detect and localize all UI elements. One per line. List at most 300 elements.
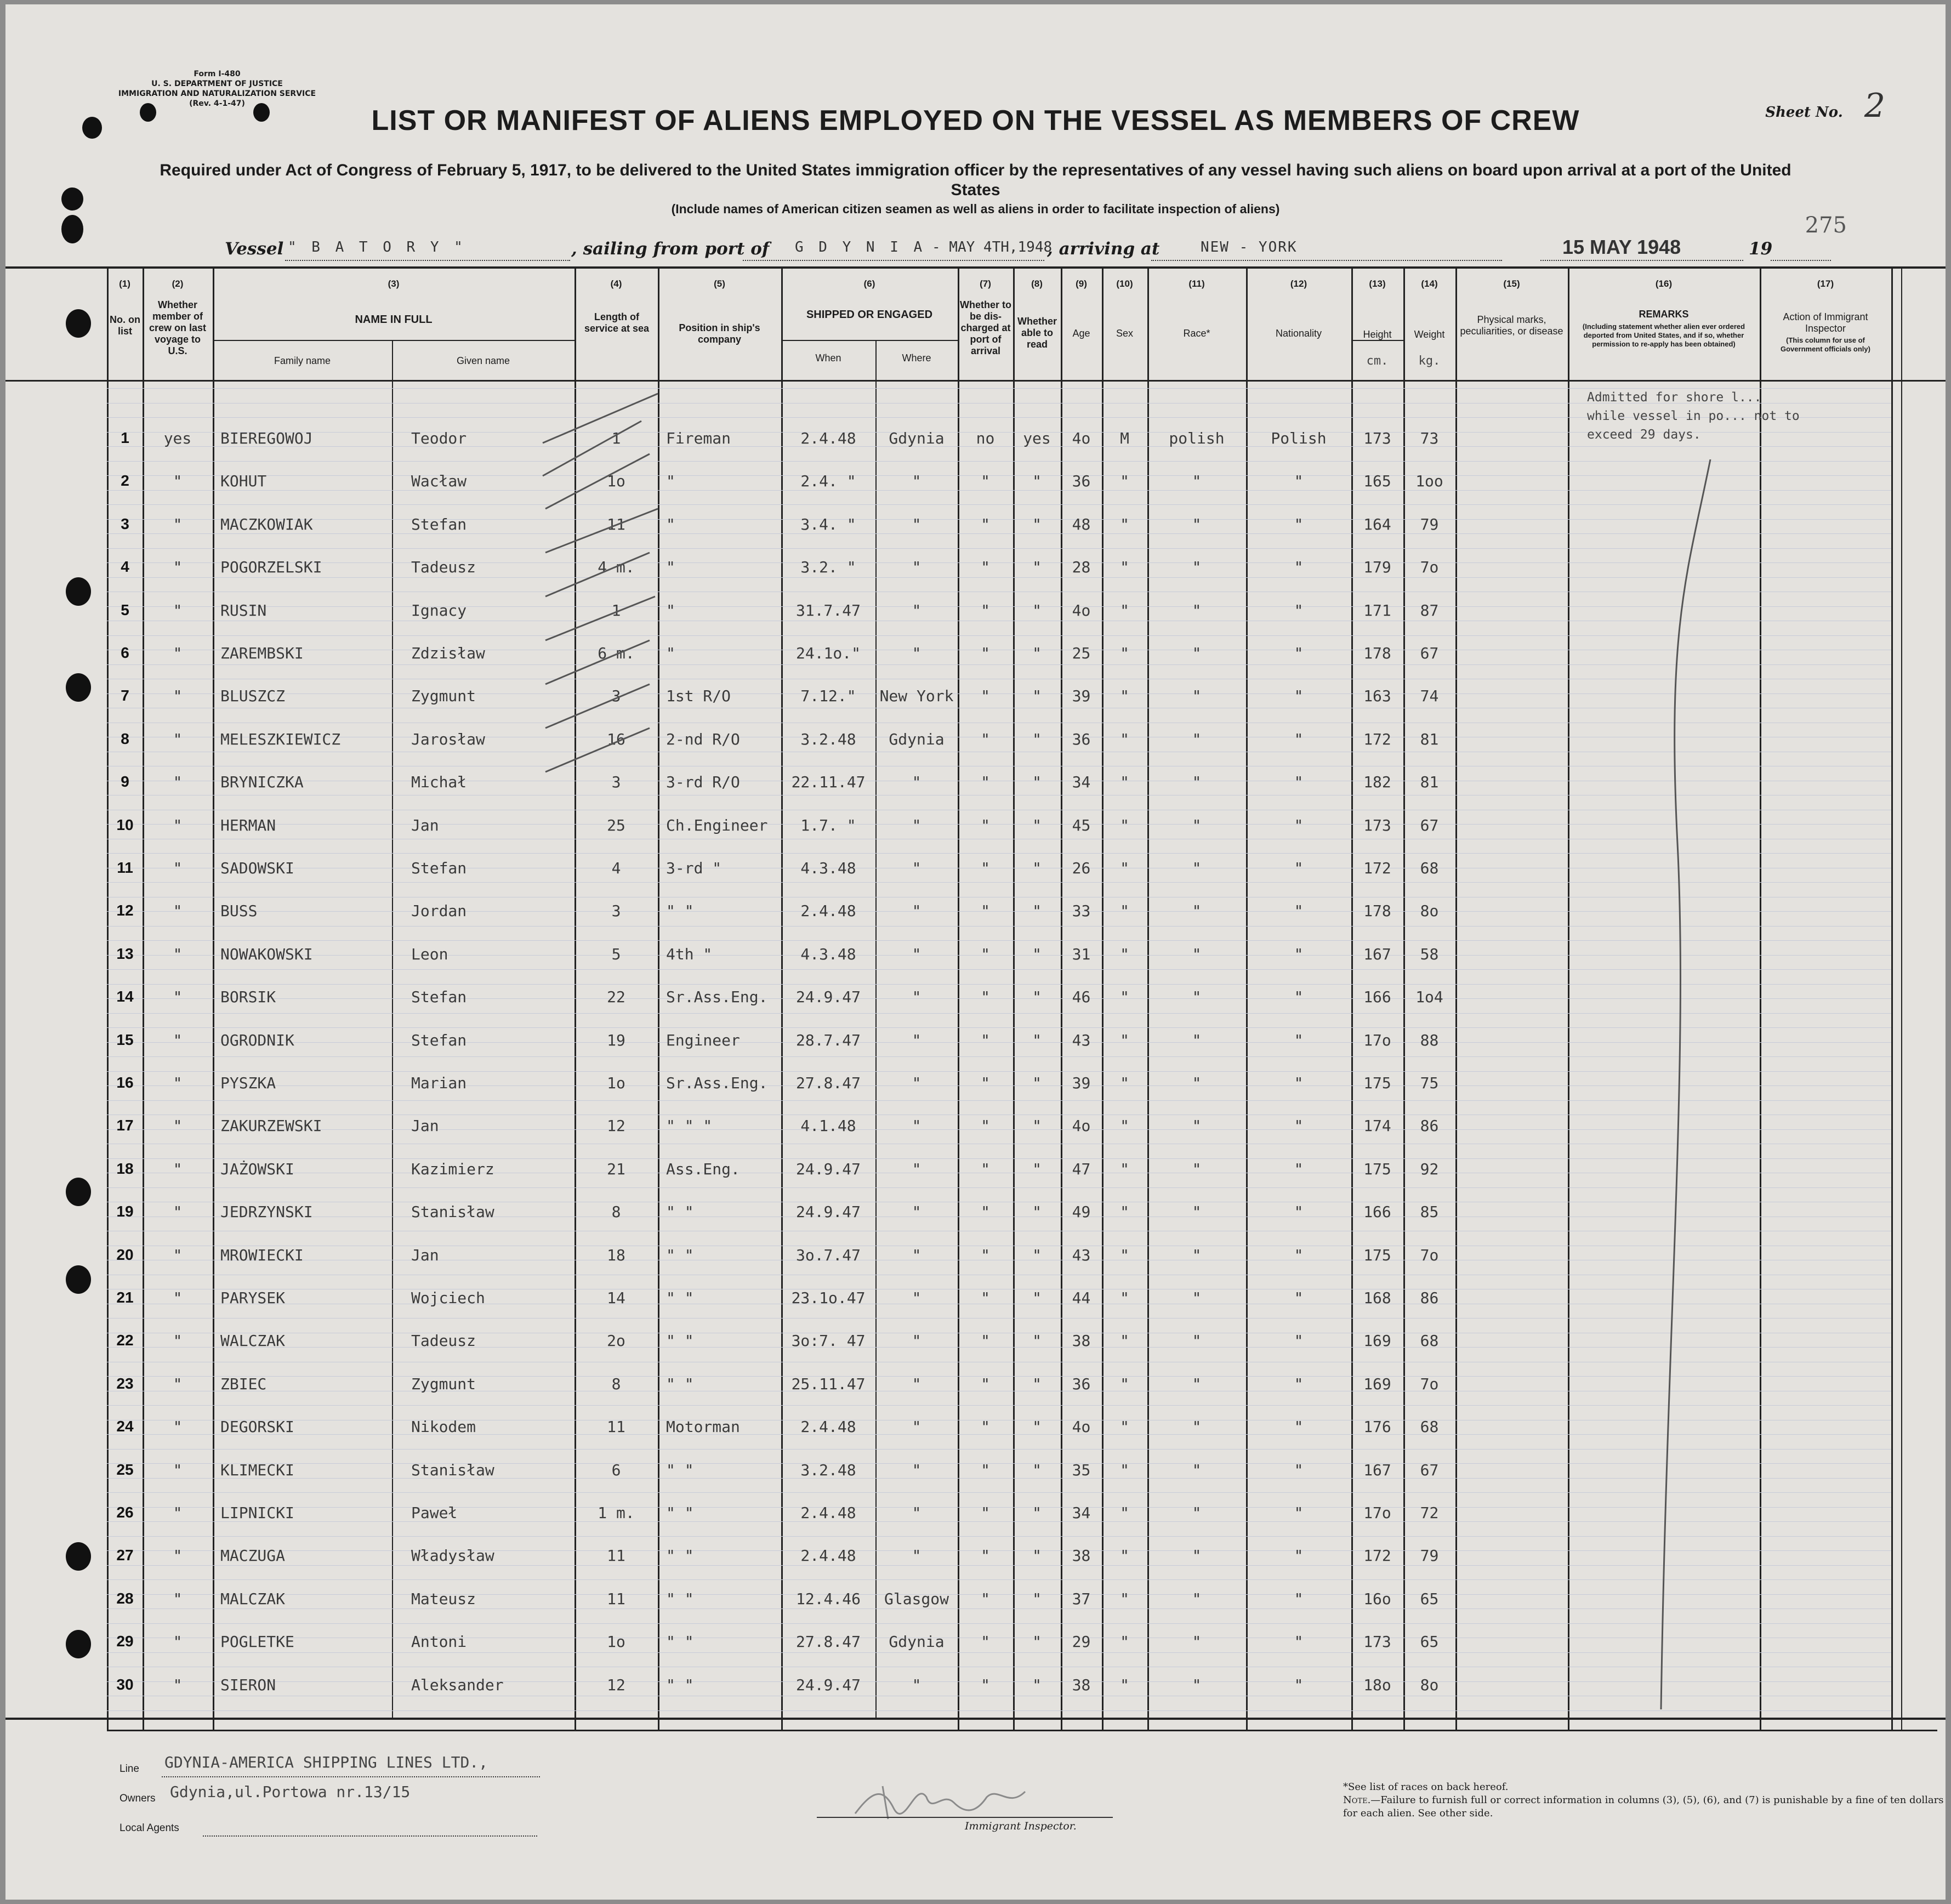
family-name-cell: MACZKOWIAK — [220, 515, 313, 533]
height-cell: 172 — [1363, 1547, 1391, 1565]
weight-cell: 65 — [1420, 1633, 1439, 1651]
row-number: 29 — [116, 1633, 134, 1650]
ruled-line — [107, 984, 1891, 985]
shipped-when-cell: 31.7.47 — [795, 601, 861, 619]
race-cell: " — [1192, 1289, 1202, 1307]
weight-cell: 74 — [1420, 687, 1439, 705]
height-cell: 172 — [1363, 730, 1391, 748]
discharged-cell: " — [981, 1590, 990, 1608]
length-of-service-cell: 1 — [611, 601, 621, 619]
sex-cell: " — [1120, 1074, 1129, 1092]
line-value: GDYNIA-AMERICA SHIPPING LINES LTD., — [164, 1753, 488, 1771]
member-last-voyage-cell: " — [173, 1246, 183, 1264]
ruled-line — [107, 1013, 1891, 1014]
weight-cell: 68 — [1420, 1418, 1439, 1436]
shipped-when-cell: 28.7.47 — [795, 1031, 861, 1049]
sex-cell: " — [1120, 1203, 1129, 1221]
position-cell: " " " — [666, 1117, 713, 1135]
sex-cell: " — [1120, 1590, 1129, 1608]
weight-cell: 58 — [1420, 945, 1439, 963]
able-to-read-cell: " — [1032, 644, 1042, 662]
shipped-where-cell: " — [912, 1375, 922, 1393]
age-cell: 36 — [1072, 1375, 1091, 1393]
length-of-service-cell: 3 — [611, 773, 621, 791]
given-name-cell: Stefan — [411, 515, 467, 533]
age-cell: 4o — [1072, 429, 1091, 447]
age-cell: 25 — [1072, 644, 1091, 662]
family-name-cell: NOWAKOWSKI — [220, 945, 313, 963]
discharged-cell: " — [981, 558, 990, 576]
height-cell: 179 — [1363, 558, 1391, 576]
ruled-line — [107, 940, 1891, 941]
height-cell: 167 — [1363, 1461, 1391, 1479]
binder-hole — [66, 1542, 91, 1571]
shipped-where-cell: " — [912, 644, 922, 662]
member-last-voyage-cell: " — [173, 1117, 183, 1135]
family-name-cell: RUSIN — [220, 601, 267, 619]
ruled-line — [107, 1623, 1891, 1624]
owners-value: Gdynia,ul.Portowa nr.13/15 — [170, 1783, 411, 1801]
length-of-service-cell: 3 — [611, 902, 621, 920]
shipped-where-cell: " — [912, 1160, 922, 1178]
shipped-where-cell: " — [912, 1418, 922, 1436]
position-cell: 3-rd R/O — [666, 773, 740, 791]
header-where: Where — [902, 353, 931, 363]
shipped-when-cell: 3o.7.47 — [795, 1246, 861, 1264]
line-label: Line — [120, 1763, 139, 1775]
sex-cell: " — [1120, 601, 1129, 619]
binder-hole — [61, 215, 83, 243]
sex-cell: " — [1120, 558, 1129, 576]
shipped-when-cell: 24.9.47 — [795, 1160, 861, 1178]
age-cell: 47 — [1072, 1160, 1091, 1178]
row-number: 16 — [116, 1074, 134, 1091]
footer-notes: *See list of races on back hereof. Note.—Failure to furnish full or correct information in columns (3), (5), (6), and (7) is punishable by a fine of ten dollars for each alien. See other side. — [1343, 1781, 1944, 1819]
length-of-service-cell: 11 — [607, 1590, 625, 1608]
nationality-cell: " — [1294, 1590, 1304, 1608]
given-name-cell: Stefan — [411, 1031, 467, 1049]
length-of-service-cell: 1o — [607, 472, 625, 490]
family-name-cell: BRYNICZKA — [220, 773, 304, 791]
discharged-cell: " — [981, 1074, 990, 1092]
member-last-voyage-cell: " — [173, 1074, 183, 1092]
sex-cell: " — [1120, 1289, 1129, 1307]
row-number: 28 — [116, 1590, 134, 1607]
race-cell: " — [1192, 687, 1202, 705]
position-cell: " " — [666, 1504, 694, 1522]
age-cell: 39 — [1072, 1074, 1091, 1092]
member-last-voyage-cell: " — [173, 1289, 183, 1307]
family-name-cell: MELESZKIEWICZ — [220, 730, 341, 748]
shipped-when-cell: 27.8.47 — [795, 1074, 861, 1092]
header-able-to-read: Whether able to read — [1017, 316, 1057, 350]
able-to-read-cell: " — [1032, 1203, 1042, 1221]
position-cell: " " — [666, 1375, 694, 1393]
given-name-cell: Paweł — [411, 1504, 458, 1522]
ruled-line — [107, 635, 1891, 636]
sailing-date: - MAY 4TH,1948 — [932, 239, 1053, 255]
given-name-cell: Stefan — [411, 859, 467, 877]
discharged-cell: " — [981, 816, 990, 834]
family-name-cell: BIEREGOWOJ — [220, 429, 313, 447]
height-cell: 16o — [1363, 1590, 1391, 1608]
discharged-cell: " — [981, 859, 990, 877]
length-of-service-cell: 11 — [607, 515, 625, 533]
given-name-cell: Jordan — [411, 902, 467, 920]
race-cell: " — [1192, 558, 1202, 576]
race-cell: " — [1192, 644, 1202, 662]
given-name-cell: Stanisław — [411, 1203, 494, 1221]
row-number: 26 — [116, 1504, 134, 1521]
subtitle: Required under Act of Congress of February 5, 1917, to be delivered to the United States immigration officer by the representatives of any vessel having such aliens on board upon arrival at a port of the United States — [160, 161, 1791, 199]
ruled-line — [107, 1100, 1891, 1101]
row-number: 23 — [116, 1375, 134, 1392]
given-name-cell: Mateusz — [411, 1590, 476, 1608]
shipped-when-cell: 3.2.48 — [800, 730, 856, 748]
ruled-line — [107, 577, 1891, 578]
height-cell: 165 — [1363, 472, 1391, 490]
ruled-line — [107, 504, 1891, 505]
age-cell: 4o — [1072, 1117, 1091, 1135]
able-to-read-cell: yes — [1023, 429, 1051, 447]
race-cell: " — [1192, 1547, 1202, 1565]
member-last-voyage-cell: " — [173, 773, 183, 791]
position-cell: Sr.Ass.Eng. — [666, 1074, 768, 1092]
age-cell: 43 — [1072, 1246, 1091, 1264]
length-of-service-cell: 25 — [607, 816, 625, 834]
ruled-line — [107, 1449, 1891, 1450]
given-name-cell: Wojciech — [411, 1289, 485, 1307]
shipped-where-cell: " — [912, 1676, 922, 1694]
age-cell: 33 — [1072, 902, 1091, 920]
sheet-number-value: 2 — [1864, 87, 1885, 125]
nationality-cell: " — [1294, 644, 1304, 662]
height-cell: 176 — [1363, 1418, 1391, 1436]
header-discharged: Whether to be dis-charged at port of arrival — [960, 299, 1011, 356]
row-number: 15 — [116, 1031, 134, 1048]
nationality-cell: " — [1294, 1547, 1304, 1565]
nationality-cell: " — [1294, 988, 1304, 1006]
nationality-cell: " — [1294, 687, 1304, 705]
member-last-voyage-cell: " — [173, 730, 183, 748]
discharged-cell: " — [981, 902, 990, 920]
check-marks — [532, 388, 669, 1265]
member-last-voyage-cell: " — [173, 558, 183, 576]
manifest-sheet: Form I-480 U. S. DEPARTMENT OF JUSTICE IMMIGRATION AND NATURALIZATION SERVICE (Rev. 4-1-47) Sheet No. 2 LIST OR MANIFEST OF ALIENS EMPLOYED ON THE VESSEL AS MEMBERS OF CREW Required under Act of Congress of February 5, 1917, to be delivered to the United States immigration officer by the representatives of any vessel having such aliens on board upon arrival at a port of the United States (Include names of American citizen seamen as well as aliens in order to facilitate inspection of aliens) 275 Vessel " B A T O R Y " , sailing from port of G D Y N I A - MAY 4TH,1948 , arriving at NEW - YORK 15 MAY 1948 19 (1) (2) (3) (4) (5) (6) (7) (8) (9) (10) (11) (12) (13) (14) (15) (16) (17) No. on list Whether member of crew on last voyage to U.S. NAME IN FULL Family name Given name Length of service at sea Position in ship's company SHIPPED OR ENGAGED When Where Whether to be dis-charged at port of arrival Whether able to read Age Sex Race* Nationality Height cm. Weight kg. Physical marks, peculiarities, or disease REMARKS (Including statement whether alien ever ordered deported from United States, and if so, whether permission to re-apply has been obtained) Action of Immigrant Inspector (This column for use of Government officials only) 1 yes BIEREGOWOJ Teodor 1 Fireman 2.4.48 Gdynia no yes 4o M polish Polish 173 73 2 " KOHUT Wacław 1o " 2.4. " " " " 36 " " " 165 1oo 3 " MACZKOWIAK Stefan 11 " 3.4. " " " " 48 " " " 164 79 4 " POGORZELSKI Tadeusz 4 m. " 3.2. " " " " 28 " " " 179 7o 5 " RUSIN Ignacy 1 " 31.7.47 " " " 4o " " " 171 87 6 " ZAREMBSKI Zdzisław 6 m. " 24.1o." " " " 25 " " " 178 67 7 " BLUSZCZ Zygmunt 3 1st R/O 7.12." New York " " 39 " " " 163 74 8 " MELESZKIEWICZ Jarosław 16 2-nd R/O 3.2.48 Gdynia " " 36 " " " 172 81 9 " BRYNICZKA Michał 3 3-rd R/O 22.11.47 " " " 34 " " " 182 81 10 " HERMAN Jan 25 Ch.Engineer 1.7. " " " " 45 " " " 173 67 11 " SADOWSKI Stefan 4 3-rd " 4.3.48 " " " 26 " " " 172 68 12 " BUSS Jordan 3 " " 2.4.48 " " " 33 " " " 178 8o 13 " NOWAKOWSKI Leon 5 4th " 4.3.48 " " " 31 " " " 167 58 14 " BORSIK Stefan 22 Sr.Ass.Eng. 24.9.47 " " " 46 " " " 166 1o4 15 " OGRODNIK Stefan 19 Engineer 28.7.47 " " " 43 " " " 17o 88 16 " PYSZKA Marian 1o Sr.Ass.Eng. 27.8.47 " " " 39 " " " 175 75 17 " ZAKURZEWSKI Jan 12 " " " 4.1.48 " " " 4o " " " 174 86 18 " JAŻOWSKI Kazimierz 21 Ass.Eng. 24.9.47 " " " 47 " " " 175 92 19 " JEDRZYNSKI Stanisław 8 " " 24.9.47 " " " 49 " " " 166 85 20 " MROWIECKI Jan 18 " " 3o.7.47 " " " 43 " " " 175 7o 21 " PARYSEK Wojciech 14 " " 23.1o.47 " " " 44 " " " 168 86 22 " WALCZAK Tadeusz 2o " " 3o:7. 47 " " " 38 " " " 169 68 23 " ZBIEC Zygmunt 8 " " 25.11.47 " " " 36 " " " 169 7o 24 " DEGORSKI Nikodem 11 Motorman 2.4.48 " " " 4o " " " 176 68 25 " KLIMECKI Stanisław 6 " " 3.2.48 " " " 35 " " " 167 67 26 " LIPNICKI Paweł 1 m. " " 2.4.48 " " " 34 " " " 17o 72 27 " MACZUGA Władysław 11 " " 2.4.48 " " " 38 " " " 172 79 28 " MALCZAK Mateusz 11 " " 12.4.46 Glasgow " " 37 " " " 16o 65 29 " POGLETKE Antoni 1o " " 27.8.47 Gdynia " " 29 " " " 173 65 30 " SIERON Aleksander 12 " " 24.9.47 " " " 38 " " " 18o 8o Admitted for shore l... while vessel in po... not to exceed 29 days. Line GDYNIA-AMERICA SHIPPING LINES LTD., Owners Gdynia,ul.Portowa nr.13/15 Local Agents Immigrant Inspector. *See list of races on back hereof. Note.—Failure to furnish full or correct information in columns (3), (5), (6), and (7) is punishable by a fine of ten dollars for each alien. See other side. — [5, 4, 1946, 1900]
ruled-line — [107, 1492, 1891, 1493]
height-cell: 163 — [1363, 687, 1391, 705]
age-cell: 34 — [1072, 1504, 1091, 1522]
shipped-where-cell: " — [912, 1117, 922, 1135]
weight-cell: 92 — [1420, 1160, 1439, 1178]
nationality-cell: " — [1294, 601, 1304, 619]
length-of-service-cell: 11 — [607, 1418, 625, 1436]
given-name-cell: Jan — [411, 1246, 439, 1264]
binder-hole — [66, 1630, 91, 1658]
vessel-name: " B A T O R Y " — [288, 239, 466, 255]
length-of-service-cell: 3 — [611, 687, 621, 705]
sex-cell: " — [1120, 773, 1129, 791]
member-last-voyage-cell: " — [173, 644, 183, 662]
able-to-read-cell: " — [1032, 1332, 1042, 1350]
shipped-where-cell: " — [912, 1203, 922, 1221]
row-number: 7 — [121, 687, 129, 704]
nationality-cell: " — [1294, 1117, 1304, 1135]
nationality-cell: " — [1294, 472, 1304, 490]
ruled-line — [107, 882, 1891, 883]
nationality-cell: " — [1294, 1160, 1304, 1178]
race-cell: " — [1192, 816, 1202, 834]
height-cell: 17o — [1363, 1031, 1391, 1049]
shipped-where-cell: " — [912, 558, 922, 576]
sex-cell: " — [1120, 1547, 1129, 1565]
discharged-cell: " — [981, 472, 990, 490]
able-to-read-cell: " — [1032, 1289, 1042, 1307]
family-name-cell: BLUSZCZ — [220, 687, 286, 705]
sex-cell: " — [1120, 816, 1129, 834]
ruled-line — [107, 461, 1891, 462]
given-name-cell: Zdzisław — [411, 644, 485, 662]
able-to-read-cell: " — [1032, 1590, 1042, 1608]
row-number: 9 — [121, 773, 129, 790]
row-number: 1 — [121, 429, 129, 446]
subtitle-note: (Include names of American citizen seamen as well as aliens in order to facilitate inspection of aliens) — [671, 202, 1280, 216]
ruled-line — [107, 1158, 1891, 1159]
able-to-read-cell: " — [1032, 988, 1042, 1006]
discharged-cell: " — [981, 945, 990, 963]
shipped-when-cell: 4.3.48 — [800, 945, 856, 963]
local-agents-label: Local Agents — [120, 1822, 179, 1834]
family-name-cell: POGLETKE — [220, 1633, 294, 1651]
sex-cell: " — [1120, 687, 1129, 705]
race-cell: " — [1192, 1074, 1202, 1092]
shipped-where-cell: " — [912, 1547, 922, 1565]
position-cell: Motorman — [666, 1418, 740, 1436]
shipped-when-cell: 2.4.48 — [800, 1418, 856, 1436]
header-last-voyage: Whether member of crew on last voyage to U.S. — [149, 299, 207, 356]
sheet-number: Sheet No. 2 — [1765, 87, 1885, 125]
row-number: 6 — [121, 644, 129, 661]
ruled-line — [107, 1536, 1891, 1537]
shipped-where-cell: " — [912, 902, 922, 920]
nationality-cell: " — [1294, 1676, 1304, 1694]
race-cell: " — [1192, 1418, 1202, 1436]
length-of-service-cell: 2o — [607, 1332, 625, 1350]
sailing-port: G D Y N I A — [795, 239, 926, 255]
family-name-cell: WALCZAK — [220, 1332, 286, 1350]
age-cell: 26 — [1072, 859, 1091, 877]
sex-cell: " — [1120, 945, 1129, 963]
able-to-read-cell: " — [1032, 472, 1042, 490]
row-number: 14 — [116, 988, 134, 1005]
shipped-where-cell: Gdynia — [889, 1633, 945, 1651]
race-cell: " — [1192, 1160, 1202, 1178]
age-cell: 38 — [1072, 1332, 1091, 1350]
shipped-where-cell: " — [912, 601, 922, 619]
shipped-when-cell: 2.4.48 — [800, 1504, 856, 1522]
length-of-service-cell: 16 — [607, 730, 625, 748]
header-family-name: Family name — [274, 355, 331, 366]
weight-cell: 85 — [1420, 1203, 1439, 1221]
weight-cell: 86 — [1420, 1289, 1439, 1307]
able-to-read-cell: " — [1032, 1676, 1042, 1694]
member-last-voyage-cell: " — [173, 1461, 183, 1479]
page-title: LIST OR MANIFEST OF ALIENS EMPLOYED ON THE VESSEL AS MEMBERS OF CREW — [371, 105, 1580, 137]
ruled-line — [107, 1187, 1891, 1188]
height-cell: 166 — [1363, 988, 1391, 1006]
position-cell: " " — [666, 902, 694, 920]
nationality-cell: " — [1294, 902, 1304, 920]
sex-cell: " — [1120, 1246, 1129, 1264]
given-name-cell: Jan — [411, 816, 439, 834]
member-last-voyage-cell: " — [173, 1590, 183, 1608]
row-number: 3 — [121, 515, 129, 532]
given-name-cell: Wacław — [411, 472, 467, 490]
weight-cell: 67 — [1420, 1461, 1439, 1479]
able-to-read-cell: " — [1032, 730, 1042, 748]
nationality-cell: " — [1294, 1203, 1304, 1221]
family-name-cell: KLIMECKI — [220, 1461, 294, 1479]
family-name-cell: PYSZKA — [220, 1074, 276, 1092]
length-of-service-cell: 12 — [607, 1676, 625, 1694]
weight-cell: 79 — [1420, 515, 1439, 533]
weight-cell: 73 — [1420, 429, 1439, 447]
height-cell: 171 — [1363, 601, 1391, 619]
position-cell: " — [666, 644, 675, 662]
able-to-read-cell: " — [1032, 687, 1042, 705]
row-number: 4 — [121, 558, 129, 575]
able-to-read-cell: " — [1032, 1375, 1042, 1393]
header-no-on-list: No. on list — [110, 314, 140, 337]
age-cell: 48 — [1072, 515, 1091, 533]
given-name-cell: Zygmunt — [411, 1375, 476, 1393]
ruled-line — [107, 1405, 1891, 1406]
length-of-service-cell: 1o — [607, 1633, 625, 1651]
position-cell: Fireman — [666, 429, 731, 447]
height-cell: 169 — [1363, 1375, 1391, 1393]
member-last-voyage-cell: " — [173, 687, 183, 705]
row-number: 2 — [121, 472, 129, 489]
age-cell: 36 — [1072, 730, 1091, 748]
weight-cell: 67 — [1420, 816, 1439, 834]
nationality-cell: " — [1294, 515, 1304, 533]
position-cell: " " — [666, 1547, 694, 1565]
sex-cell: " — [1120, 1031, 1129, 1049]
sex-cell: " — [1120, 515, 1129, 533]
able-to-read-cell: " — [1032, 1633, 1042, 1651]
nationality-cell: " — [1294, 1246, 1304, 1264]
race-cell: " — [1192, 1117, 1202, 1135]
length-of-service-cell: 6 — [611, 1461, 621, 1479]
weight-cell: 68 — [1420, 1332, 1439, 1350]
nationality-cell: " — [1294, 816, 1304, 834]
ruled-line — [107, 853, 1891, 854]
family-name-cell: DEGORSKI — [220, 1418, 294, 1436]
sex-cell: " — [1120, 1676, 1129, 1694]
nationality-cell: " — [1294, 1418, 1304, 1436]
length-of-service-cell: 21 — [607, 1160, 625, 1178]
shipped-when-cell: 3o:7. 47 — [791, 1332, 866, 1350]
sex-cell: " — [1120, 1504, 1129, 1522]
member-last-voyage-cell: " — [173, 1203, 183, 1221]
age-cell: 45 — [1072, 816, 1091, 834]
position-cell: Sr.Ass.Eng. — [666, 988, 768, 1006]
given-name-cell: Aleksander — [411, 1676, 504, 1694]
height-cell: 173 — [1363, 1633, 1391, 1651]
row-number: 5 — [121, 601, 129, 618]
sex-cell: " — [1120, 1117, 1129, 1135]
row-number: 8 — [121, 730, 129, 747]
age-cell: 46 — [1072, 988, 1091, 1006]
position-cell: " — [666, 558, 675, 576]
race-cell: " — [1192, 1203, 1202, 1221]
shipped-when-cell: 24.9.47 — [795, 988, 861, 1006]
discharged-cell: no — [976, 429, 995, 447]
discharged-cell: " — [981, 1633, 990, 1651]
weight-cell: 67 — [1420, 644, 1439, 662]
length-of-service-cell: 1 m. — [598, 1504, 635, 1522]
able-to-read-cell: " — [1032, 558, 1042, 576]
able-to-read-cell: " — [1032, 1461, 1042, 1479]
given-name-cell: Marian — [411, 1074, 467, 1092]
weight-cell: 7o — [1420, 558, 1439, 576]
shipped-where-cell: " — [912, 1074, 922, 1092]
shipped-when-cell: 4.1.48 — [800, 1117, 856, 1135]
discharged-cell: " — [981, 515, 990, 533]
shipped-when-cell: 4.3.48 — [800, 859, 856, 877]
race-cell: " — [1192, 515, 1202, 533]
height-cell: 166 — [1363, 1203, 1391, 1221]
shipped-when-cell: 3.2.48 — [800, 1461, 856, 1479]
header-position: Position in ship's company — [679, 322, 760, 345]
binder-hole — [66, 309, 91, 338]
length-of-service-cell: 4 m. — [598, 558, 635, 576]
able-to-read-cell: " — [1032, 1074, 1042, 1092]
shipped-when-cell: 2.4.48 — [800, 1547, 856, 1565]
given-name-cell: Nikodem — [411, 1418, 476, 1436]
row-number: 20 — [116, 1246, 134, 1263]
weight-cell: 1o4 — [1415, 988, 1443, 1006]
able-to-read-cell: " — [1032, 1117, 1042, 1135]
able-to-read-cell: " — [1032, 1504, 1042, 1522]
nationality-cell: " — [1294, 1504, 1304, 1522]
shipped-where-cell: " — [912, 1504, 922, 1522]
able-to-read-cell: " — [1032, 1547, 1042, 1565]
race-cell: " — [1192, 1676, 1202, 1694]
shipped-where-cell: Gdynia — [889, 730, 945, 748]
discharged-cell: " — [981, 1203, 990, 1221]
shipped-when-cell: 24.9.47 — [795, 1203, 861, 1221]
position-cell: Ass.Eng. — [666, 1160, 740, 1178]
height-cell: 173 — [1363, 816, 1391, 834]
nationality-cell: " — [1294, 730, 1304, 748]
able-to-read-cell: " — [1032, 1031, 1042, 1049]
family-name-cell: MACZUGA — [220, 1547, 286, 1565]
header-given-name: Given name — [456, 355, 510, 366]
shipped-when-cell: 3.2. " — [800, 558, 856, 576]
shipped-where-cell: Gdynia — [889, 429, 945, 447]
race-cell: " — [1192, 773, 1202, 791]
shipped-when-cell: 2.4.48 — [800, 429, 856, 447]
height-cell: 174 — [1363, 1117, 1391, 1135]
member-last-voyage-cell: " — [173, 816, 183, 834]
header-age: Age — [1072, 328, 1090, 339]
discharged-cell: " — [981, 1504, 990, 1522]
member-last-voyage-cell: " — [173, 1332, 183, 1350]
height-cell: 178 — [1363, 902, 1391, 920]
ruled-line — [107, 1071, 1891, 1072]
discharged-cell: " — [981, 1031, 990, 1049]
